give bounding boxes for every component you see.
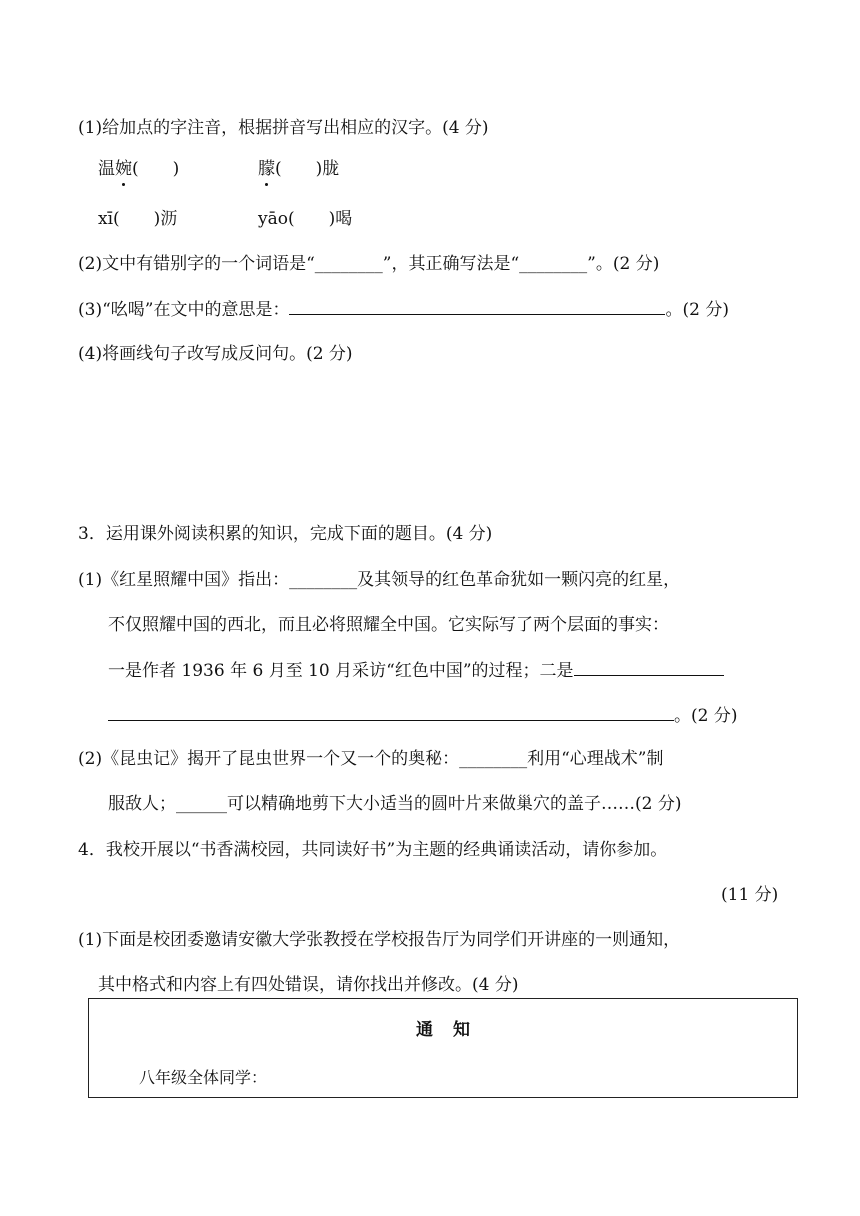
q2-part3-text: (3)“吆喝”在文中的意思是： bbox=[78, 300, 290, 320]
q2-part1-row1 bbox=[98, 157, 179, 181]
word-wenwan bbox=[98, 159, 179, 179]
q3-part1-line3 bbox=[108, 658, 724, 683]
q2-part3-score: 。(2 分) bbox=[665, 300, 729, 320]
q4-part1-line2: 其中格式和内容上有四处错误，请你找出并修改。(4 分) bbox=[98, 975, 519, 995]
q4-score: (11 分) bbox=[721, 885, 779, 905]
q2-part4-prompt: (4)将画线句子改写成反问句。(2 分) bbox=[78, 344, 353, 364]
answer-line bbox=[574, 658, 724, 676]
q2-part2-prompt: (2)文中有错别字的一个词语是“________”，其正确写法是“________”。(2 分) bbox=[78, 254, 660, 274]
blank-meng: ( )胧 bbox=[275, 159, 340, 179]
q3-part2-line2: 服敌人；______可以精确地剪下大小适当的圆叶片来做巢穴的盖子……(2 分) bbox=[108, 794, 682, 814]
q3-part2-line1: (2)《昆虫记》揭开了昆虫世界一个又一个的奥秘：________利用“心理战术”制 bbox=[78, 749, 664, 769]
q3-part1-line4 bbox=[108, 703, 737, 728]
char-wan-dotted: 婉 bbox=[115, 159, 132, 179]
pinyin-xi: xī( )沥 bbox=[98, 209, 178, 229]
answer-line bbox=[108, 703, 674, 721]
q3-part1-line1: (1)《红星照耀中国》指出：________及其领导的红色革命犹如一颗闪亮的红星， bbox=[78, 570, 681, 590]
notice-title: 通知 bbox=[416, 1020, 490, 1040]
q2-part3-prompt bbox=[78, 297, 729, 322]
answer-line bbox=[289, 297, 665, 315]
notice-salutation: 八年级全体同学： bbox=[139, 1068, 268, 1087]
q4-part1-line1: (1)下面是校团委邀请安徽大学张教授在学校报告厅为同学们开讲座的一则通知， bbox=[78, 930, 681, 950]
q2-part1-prompt: (1)给加点的字注音，根据拼音写出相应的汉字。(4 分) bbox=[78, 118, 489, 138]
q3-part1-score: 。(2 分) bbox=[674, 706, 738, 726]
q3-part1-line3-text: 一是作者 1936 年 6 月至 10 月采访“红色中国”的过程；二是 bbox=[108, 661, 574, 681]
q3-part1-line2: 不仅照耀中国的西北，而且必将照耀全中国。它实际写了两个层面的事实： bbox=[108, 615, 669, 635]
q2-part1-row1-b bbox=[258, 157, 339, 181]
q4-title: 4．我校开展以“书香满校园，共同读好书”为主题的经典诵读活动，请你参加。 bbox=[78, 840, 668, 860]
notice-box bbox=[88, 998, 798, 1098]
q3-title: 3．运用课外阅读积累的知识，完成下面的题目。(4 分) bbox=[78, 524, 493, 544]
char-meng-dotted: 朦 bbox=[258, 159, 275, 179]
blank-wan: ( ) bbox=[132, 159, 180, 179]
pinyin-yao: yāo( )喝 bbox=[258, 209, 353, 229]
char-wen: 温 bbox=[98, 159, 115, 179]
